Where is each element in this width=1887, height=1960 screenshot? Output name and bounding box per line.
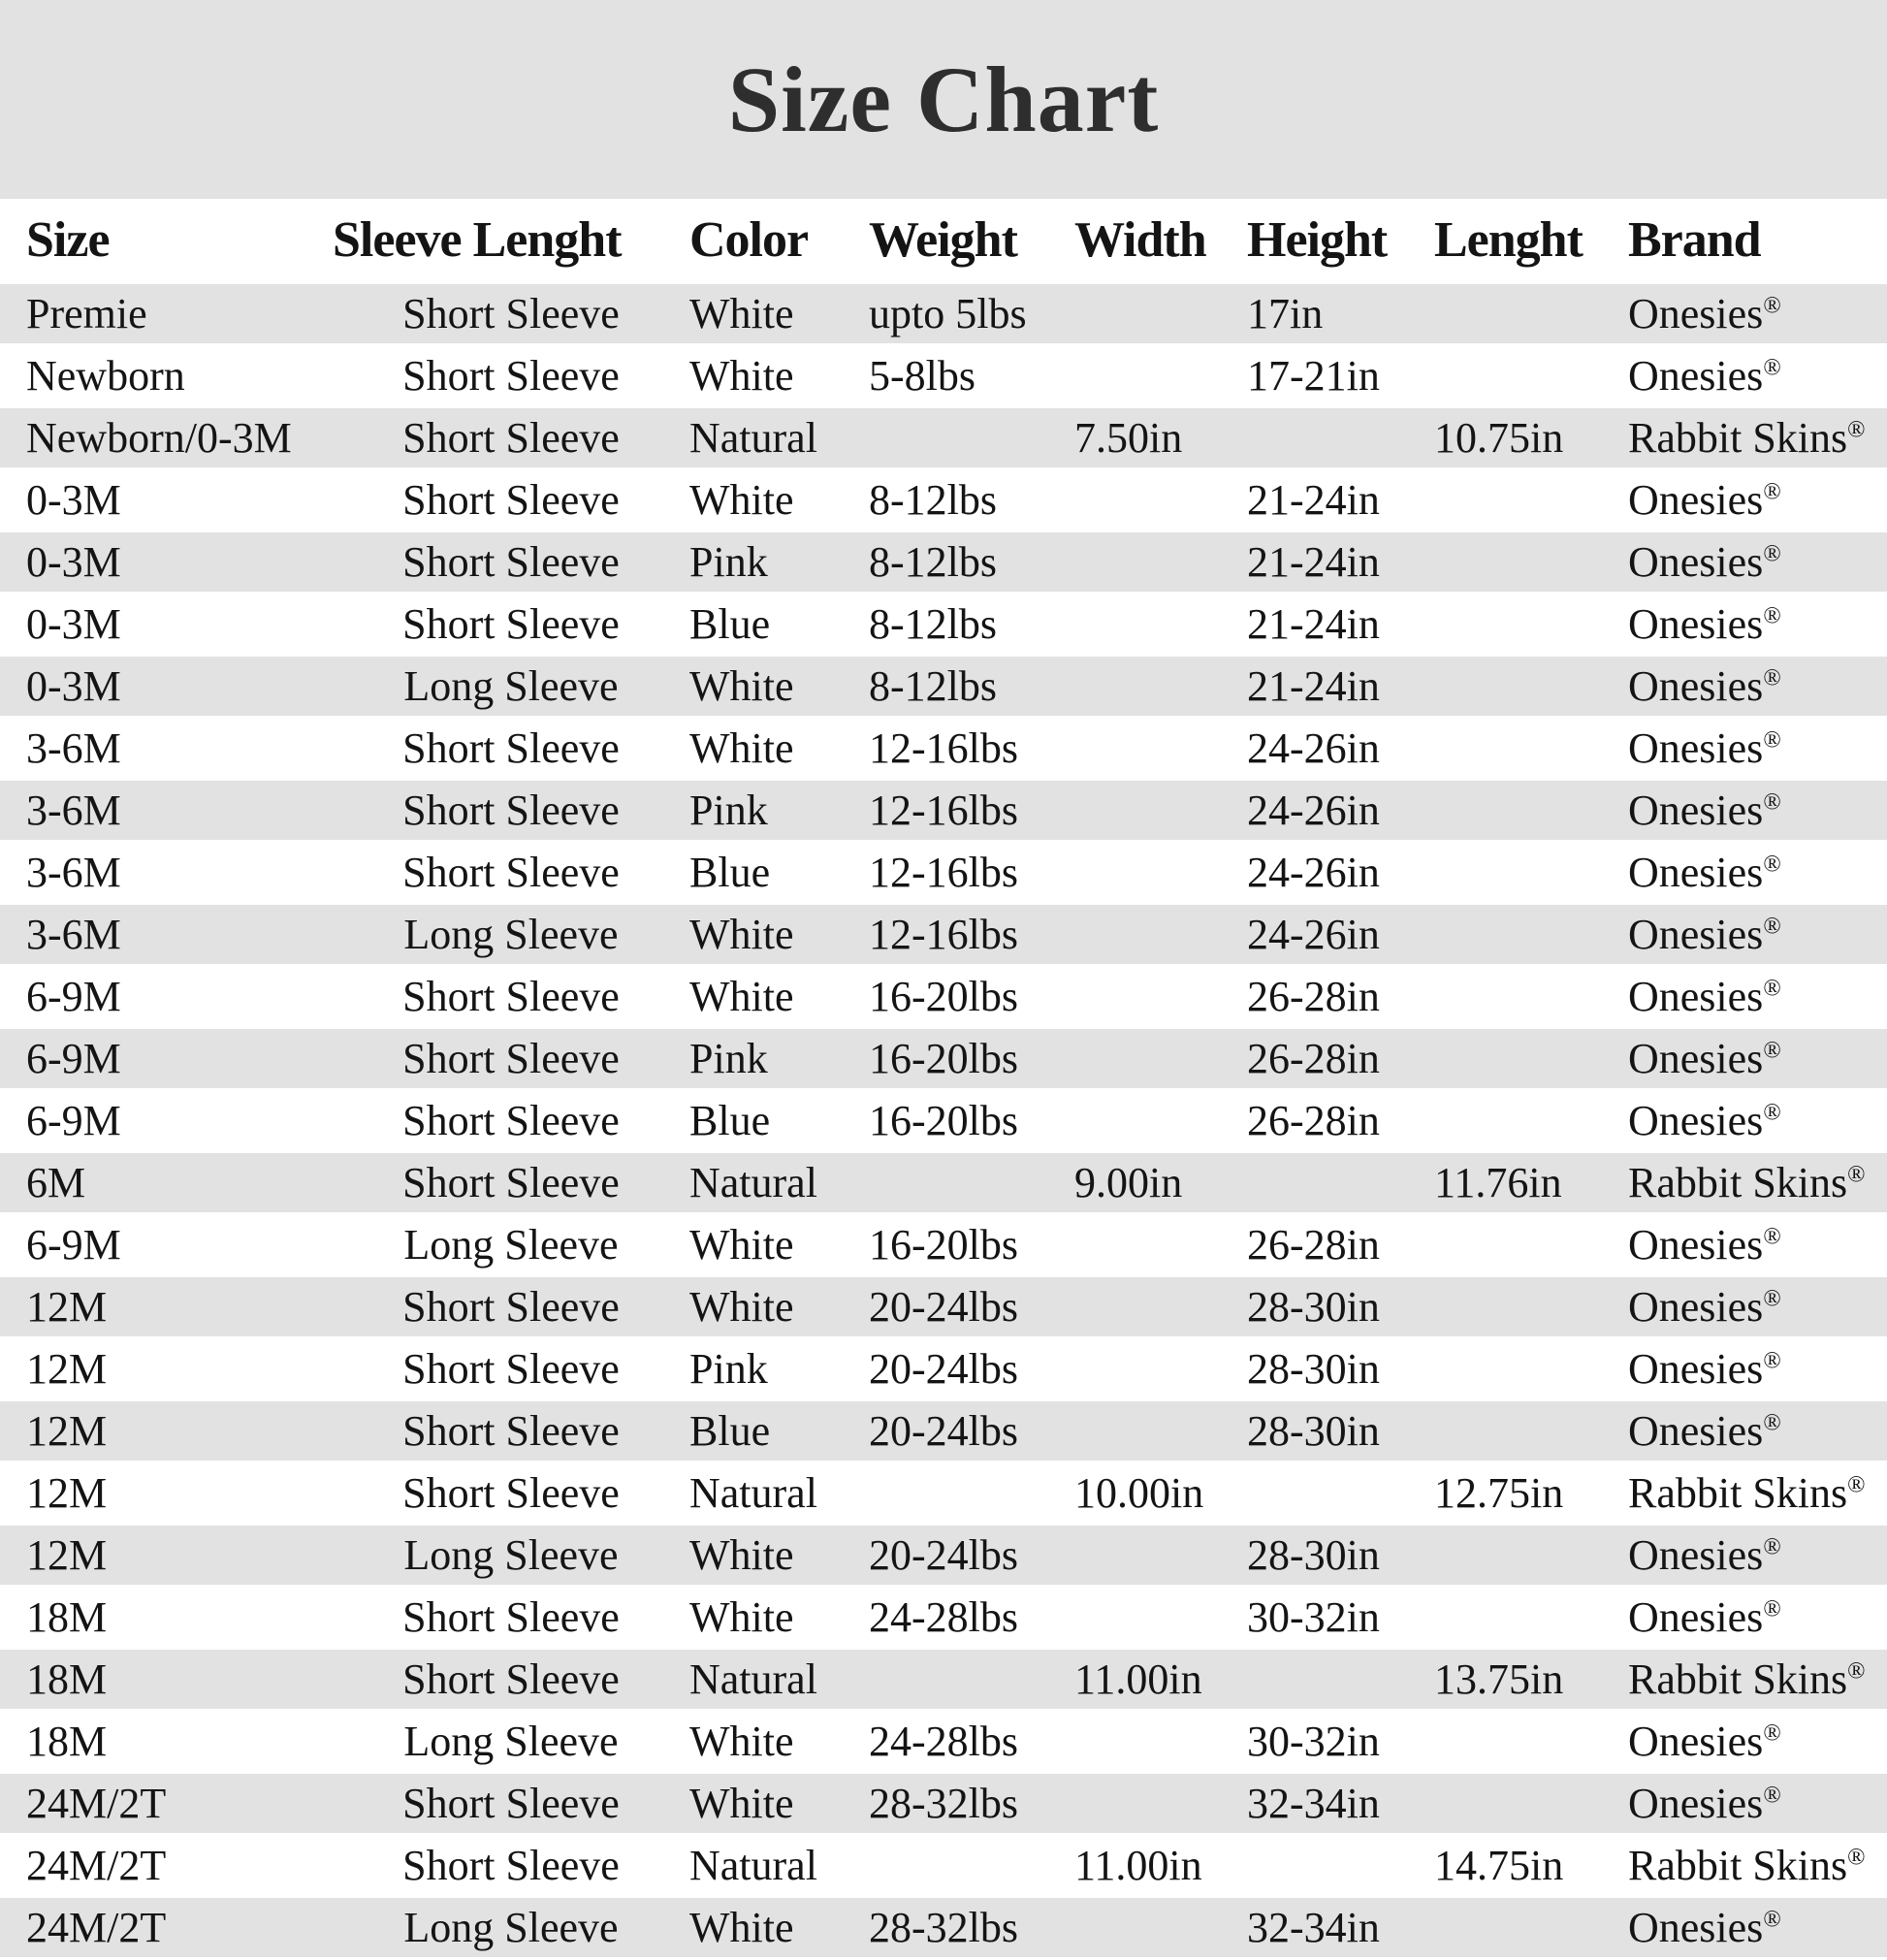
cell-length [1434, 531, 1628, 594]
cell-sleeve: Short Sleeve [333, 780, 689, 842]
cell-length: 14.75in [1434, 1841, 1564, 1889]
registered-trademark-symbol: ® [1763, 1346, 1781, 1373]
cell-height: 30-32in [1247, 1717, 1380, 1765]
column-header-brand: Brand [1628, 199, 1887, 283]
cell-weight: 5-8lbs [869, 351, 975, 400]
table-header [0, 199, 1887, 283]
column-header-color: Color [689, 199, 869, 283]
cell-color: White [689, 1592, 794, 1641]
cell-size: Premie [0, 283, 333, 345]
registered-trademark-symbol: ® [1763, 539, 1781, 566]
table-row [0, 1462, 1887, 1525]
cell-height: 24-26in [1247, 723, 1380, 772]
table-row [0, 1152, 1887, 1214]
cell-length [1434, 1587, 1628, 1649]
registered-trademark-symbol: ® [1763, 974, 1781, 1001]
cell-weight [869, 1462, 1074, 1525]
cell-brand: Onesies® [1628, 1592, 1781, 1641]
cell-weight: 16-20lbs [869, 1220, 1018, 1269]
registered-trademark-symbol: ® [1763, 1222, 1781, 1249]
cell-sleeve: Short Sleeve [402, 599, 620, 648]
cell-width [1074, 718, 1247, 780]
cell-sleeve: Short Sleeve [402, 972, 620, 1020]
cell-width: 11.00in [1074, 1841, 1202, 1889]
cell-width [1074, 1400, 1247, 1462]
cell-brand: Onesies® [1628, 1028, 1887, 1090]
cell-brand: Onesies® [1628, 475, 1781, 524]
cell-width [1074, 283, 1247, 345]
table-row [0, 1897, 1887, 1959]
cell-length [1434, 469, 1628, 531]
cell-sleeve: Short Sleeve [333, 407, 689, 469]
registered-trademark-symbol: ® [1763, 353, 1781, 380]
size-chart-table [0, 199, 1887, 1960]
table-row [0, 407, 1887, 469]
cell-color: White [689, 656, 869, 718]
cell-brand: Onesies® [1628, 848, 1781, 896]
cell-length [1434, 1773, 1628, 1835]
cell-weight: 12-16lbs [869, 848, 1018, 896]
cell-height [1247, 407, 1434, 469]
cell-width [1074, 594, 1247, 656]
registered-trademark-symbol: ® [1763, 787, 1781, 815]
cell-color: White [689, 904, 869, 966]
cell-color: Pink [689, 531, 869, 594]
cell-length [1434, 1090, 1628, 1152]
cell-sleeve: Long Sleeve [333, 656, 689, 718]
cell-width [1074, 966, 1247, 1028]
registered-trademark-symbol: ® [1763, 291, 1781, 318]
cell-length [1434, 1276, 1628, 1338]
cell-color: Blue [689, 848, 771, 896]
cell-size: 12M [26, 1468, 108, 1517]
cell-weight [869, 1649, 1074, 1711]
cell-sleeve: Short Sleeve [402, 1468, 620, 1517]
page-title: Size Chart [727, 47, 1160, 151]
cell-length [1434, 1214, 1628, 1276]
cell-length [1434, 1338, 1628, 1400]
cell-sleeve: Short Sleeve [402, 723, 620, 772]
cell-height [1247, 1152, 1434, 1214]
cell-width [1074, 1587, 1247, 1649]
table-row [0, 283, 1887, 345]
cell-width [1074, 1028, 1247, 1090]
cell-height: 17-21in [1247, 351, 1380, 400]
cell-height: 21-24in [1247, 531, 1434, 594]
registered-trademark-symbol: ® [1847, 1470, 1866, 1497]
cell-brand: Rabbit Skins® [1628, 1649, 1887, 1711]
cell-brand: Rabbit Skins® [1628, 1841, 1866, 1889]
cell-size: 24M/2T [26, 1841, 167, 1889]
cell-color: White [689, 1773, 869, 1835]
cell-sleeve: Short Sleeve [333, 1649, 689, 1711]
cell-color: White [689, 1525, 869, 1587]
cell-brand: Onesies® [1628, 1096, 1781, 1144]
cell-weight: 8-12lbs [869, 531, 1074, 594]
registered-trademark-symbol: ® [1763, 1594, 1781, 1622]
cell-brand: Onesies® [1628, 1525, 1887, 1587]
table-row [0, 531, 1887, 594]
cell-sleeve: Short Sleeve [333, 1276, 689, 1338]
cell-length: 10.75in [1434, 407, 1628, 469]
cell-size: 18M [0, 1649, 333, 1711]
cell-weight: 20-24lbs [869, 1344, 1018, 1393]
cell-color: Natural [689, 1841, 817, 1889]
cell-size: 12M [26, 1344, 108, 1393]
table-row [0, 966, 1887, 1028]
registered-trademark-symbol: ® [1763, 1905, 1781, 1932]
cell-width [1074, 1525, 1247, 1587]
cell-brand: Onesies® [1628, 1717, 1781, 1765]
cell-length [1434, 842, 1628, 904]
table-row [0, 1711, 1887, 1773]
registered-trademark-symbol: ® [1763, 1408, 1781, 1435]
cell-brand: Onesies® [1628, 351, 1781, 400]
cell-length: 11.76in [1434, 1152, 1628, 1214]
cell-width [1074, 656, 1247, 718]
cell-height: 24-26in [1247, 904, 1434, 966]
cell-weight [869, 1152, 1074, 1214]
cell-height: 26-28in [1247, 1096, 1380, 1144]
table-row [0, 1587, 1887, 1649]
cell-width [1074, 1773, 1247, 1835]
cell-height: 17in [1247, 283, 1434, 345]
cell-length [1434, 780, 1628, 842]
cell-size: 24M/2T [0, 1773, 333, 1835]
cell-width: 9.00in [1074, 1152, 1247, 1214]
cell-weight: 12-16lbs [869, 723, 1018, 772]
cell-length [1434, 904, 1628, 966]
cell-color: White [689, 723, 794, 772]
cell-brand: Rabbit Skins® [1628, 407, 1887, 469]
cell-width [1074, 842, 1247, 904]
cell-weight: 20-24lbs [869, 1276, 1074, 1338]
cell-weight [869, 407, 1074, 469]
cell-color: Natural [689, 1152, 869, 1214]
cell-size: 3-6M [0, 780, 333, 842]
cell-height [1247, 1462, 1434, 1525]
cell-sleeve: Short Sleeve [333, 1400, 689, 1462]
cell-brand: Onesies® [1628, 780, 1887, 842]
cell-size: 18M [26, 1592, 108, 1641]
cell-brand: Onesies® [1628, 972, 1781, 1020]
cell-length [1434, 1028, 1628, 1090]
cell-size: 6-9M [26, 1096, 121, 1144]
cell-height: 24-26in [1247, 780, 1434, 842]
cell-color: White [689, 1897, 869, 1959]
cell-sleeve: Long Sleeve [333, 1525, 689, 1587]
cell-length [1434, 345, 1628, 407]
registered-trademark-symbol: ® [1763, 912, 1781, 939]
registered-trademark-symbol: ® [1763, 1098, 1781, 1125]
registered-trademark-symbol: ® [1847, 1160, 1866, 1187]
column-header-sleeve-length: Sleeve Lenght [333, 199, 689, 283]
cell-width [1074, 1338, 1247, 1400]
cell-sleeve: Long Sleeve [333, 1897, 689, 1959]
table-row [0, 1338, 1887, 1400]
cell-sleeve: Long Sleeve [333, 904, 689, 966]
cell-weight: 28-32lbs [869, 1773, 1074, 1835]
title-band [0, 0, 1887, 199]
table-body [0, 283, 1887, 1959]
cell-color: Blue [689, 1096, 771, 1144]
cell-height: 21-24in [1247, 656, 1434, 718]
cell-width [1074, 780, 1247, 842]
cell-length [1434, 656, 1628, 718]
cell-sleeve: Long Sleeve [403, 1220, 619, 1269]
cell-width [1074, 904, 1247, 966]
cell-color: Natural [689, 1468, 817, 1517]
cell-height: 24-26in [1247, 848, 1380, 896]
cell-height: 28-30in [1247, 1276, 1434, 1338]
table-row [0, 1400, 1887, 1462]
registered-trademark-symbol: ® [1763, 1036, 1781, 1063]
cell-size: 12M [0, 1276, 333, 1338]
cell-brand: Onesies® [1628, 1400, 1887, 1462]
table-row [0, 1276, 1887, 1338]
cell-color: Natural [689, 407, 869, 469]
cell-weight: 16-20lbs [869, 1096, 1018, 1144]
cell-height: 28-30in [1247, 1400, 1434, 1462]
table-row [0, 718, 1887, 780]
cell-height: 32-34in [1247, 1773, 1434, 1835]
cell-brand: Onesies® [1628, 1344, 1781, 1393]
cell-height: 28-30in [1247, 1525, 1434, 1587]
header-row [0, 199, 1887, 283]
cell-height: 21-24in [1247, 599, 1380, 648]
cell-size: 24M/2T [0, 1897, 333, 1959]
cell-size: 12M [0, 1400, 333, 1462]
cell-sleeve: Short Sleeve [333, 283, 689, 345]
cell-color: White [689, 1276, 869, 1338]
cell-height [1247, 1649, 1434, 1711]
cell-brand: Onesies® [1628, 1897, 1887, 1959]
table-row [0, 594, 1887, 656]
cell-color: Pink [689, 780, 869, 842]
cell-color: White [689, 283, 869, 345]
column-header-height: Height [1247, 199, 1434, 283]
cell-length [1434, 966, 1628, 1028]
cell-height: 32-34in [1247, 1897, 1434, 1959]
cell-brand: Onesies® [1628, 1276, 1887, 1338]
cell-weight: 8-12lbs [869, 656, 1074, 718]
cell-sleeve: Short Sleeve [333, 1028, 689, 1090]
cell-height: 21-24in [1247, 475, 1380, 524]
cell-weight: 24-28lbs [869, 1592, 1018, 1641]
cell-sleeve: Short Sleeve [333, 531, 689, 594]
table-row [0, 469, 1887, 531]
cell-height: 26-28in [1247, 1220, 1380, 1269]
cell-size: 0-3M [0, 531, 333, 594]
cell-width: 11.00in [1074, 1649, 1247, 1711]
registered-trademark-symbol: ® [1763, 725, 1781, 753]
cell-weight: 8-12lbs [869, 599, 997, 648]
cell-brand: Rabbit Skins® [1628, 1152, 1887, 1214]
cell-width [1074, 1897, 1247, 1959]
column-header-size: Size [0, 199, 333, 283]
registered-trademark-symbol: ® [1763, 850, 1781, 877]
cell-color: White [689, 972, 794, 1020]
cell-sleeve: Long Sleeve [403, 1717, 619, 1765]
cell-color: Blue [689, 599, 771, 648]
cell-size: 6-9M [26, 972, 121, 1020]
cell-length: 12.75in [1434, 1468, 1564, 1517]
cell-size: 0-3M [0, 656, 333, 718]
cell-color: White [689, 475, 794, 524]
cell-size: 6M [0, 1152, 333, 1214]
registered-trademark-symbol: ® [1847, 1843, 1866, 1870]
registered-trademark-symbol: ® [1763, 1781, 1781, 1808]
cell-length [1434, 1897, 1628, 1959]
cell-size: Newborn [26, 351, 185, 400]
cell-width [1074, 1276, 1247, 1338]
cell-length [1434, 283, 1628, 345]
cell-length [1434, 1525, 1628, 1587]
table-row [0, 842, 1887, 904]
cell-width [1074, 1214, 1247, 1276]
registered-trademark-symbol: ® [1763, 601, 1781, 628]
cell-weight: 20-24lbs [869, 1525, 1074, 1587]
cell-width: 7.50in [1074, 407, 1247, 469]
cell-brand: Onesies® [1628, 723, 1781, 772]
cell-height: 26-28in [1247, 1028, 1434, 1090]
cell-length: 13.75in [1434, 1649, 1628, 1711]
cell-width [1074, 1090, 1247, 1152]
column-header-width: Width [1074, 199, 1247, 283]
cell-width [1074, 469, 1247, 531]
table-row [0, 1649, 1887, 1711]
table-row [0, 1525, 1887, 1587]
table-row [0, 904, 1887, 966]
cell-weight: upto 5lbs [869, 283, 1074, 345]
registered-trademark-symbol: ® [1847, 1656, 1866, 1684]
cell-sleeve: Short Sleeve [402, 1344, 620, 1393]
cell-width: 10.00in [1074, 1468, 1204, 1517]
cell-length [1434, 1400, 1628, 1462]
cell-width [1074, 531, 1247, 594]
table-row [0, 656, 1887, 718]
cell-size: 0-3M [26, 475, 121, 524]
cell-weight: 12-16lbs [869, 780, 1074, 842]
cell-color: White [689, 1220, 794, 1269]
cell-color: White [689, 351, 794, 400]
cell-sleeve: Short Sleeve [402, 475, 620, 524]
column-header-weight: Weight [869, 199, 1074, 283]
cell-brand: Onesies® [1628, 283, 1887, 345]
cell-size: 0-3M [26, 599, 121, 648]
table-row [0, 1090, 1887, 1152]
cell-brand: Rabbit Skins® [1628, 1468, 1866, 1517]
cell-size: 3-6M [26, 723, 121, 772]
cell-color: Natural [689, 1649, 869, 1711]
cell-brand: Onesies® [1628, 1773, 1887, 1835]
cell-weight: 16-20lbs [869, 972, 1018, 1020]
cell-length [1434, 594, 1628, 656]
cell-color: Blue [689, 1400, 869, 1462]
cell-sleeve: Short Sleeve [333, 1773, 689, 1835]
cell-color: White [689, 1717, 794, 1765]
registered-trademark-symbol: ® [1847, 415, 1866, 442]
cell-weight: 28-32lbs [869, 1897, 1074, 1959]
cell-size: 6-9M [26, 1220, 121, 1269]
registered-trademark-symbol: ® [1763, 477, 1781, 504]
cell-sleeve: Short Sleeve [402, 1592, 620, 1641]
cell-weight: 12-16lbs [869, 904, 1074, 966]
cell-size: 3-6M [26, 848, 121, 896]
cell-sleeve: Short Sleeve [402, 848, 620, 896]
cell-height: 26-28in [1247, 972, 1380, 1020]
cell-sleeve: Short Sleeve [333, 1152, 689, 1214]
cell-weight: 16-20lbs [869, 1028, 1074, 1090]
table-row [0, 1028, 1887, 1090]
cell-size: Newborn/0-3M [0, 407, 333, 469]
cell-width [1074, 345, 1247, 407]
table-row [0, 780, 1887, 842]
registered-trademark-symbol: ® [1763, 1532, 1781, 1559]
cell-brand: Onesies® [1628, 531, 1887, 594]
cell-brand: Onesies® [1628, 1220, 1781, 1269]
cell-color: Pink [689, 1344, 768, 1393]
cell-size: 18M [26, 1717, 108, 1765]
cell-brand: Onesies® [1628, 656, 1887, 718]
cell-length [1434, 1711, 1628, 1773]
cell-weight: 20-24lbs [869, 1400, 1074, 1462]
registered-trademark-symbol: ® [1763, 1719, 1781, 1746]
table-row [0, 1773, 1887, 1835]
table-row [0, 345, 1887, 407]
cell-size: 3-6M [0, 904, 333, 966]
cell-weight: 8-12lbs [869, 475, 997, 524]
column-header-length: Lenght [1434, 199, 1628, 283]
cell-brand: Onesies® [1628, 904, 1887, 966]
registered-trademark-symbol: ® [1763, 663, 1781, 691]
cell-sleeve: Short Sleeve [402, 1096, 620, 1144]
cell-height: 28-30in [1247, 1344, 1380, 1393]
registered-trademark-symbol: ® [1763, 1284, 1781, 1311]
cell-size: 6-9M [0, 1028, 333, 1090]
cell-brand: Onesies® [1628, 599, 1781, 648]
cell-weight: 24-28lbs [869, 1717, 1018, 1765]
table-row [0, 1214, 1887, 1276]
cell-height: 30-32in [1247, 1592, 1380, 1641]
cell-size: 12M [0, 1525, 333, 1587]
cell-length [1434, 718, 1628, 780]
cell-width [1074, 1711, 1247, 1773]
cell-sleeve: Short Sleeve [402, 351, 620, 400]
cell-sleeve: Short Sleeve [402, 1841, 620, 1889]
cell-color: Pink [689, 1028, 869, 1090]
